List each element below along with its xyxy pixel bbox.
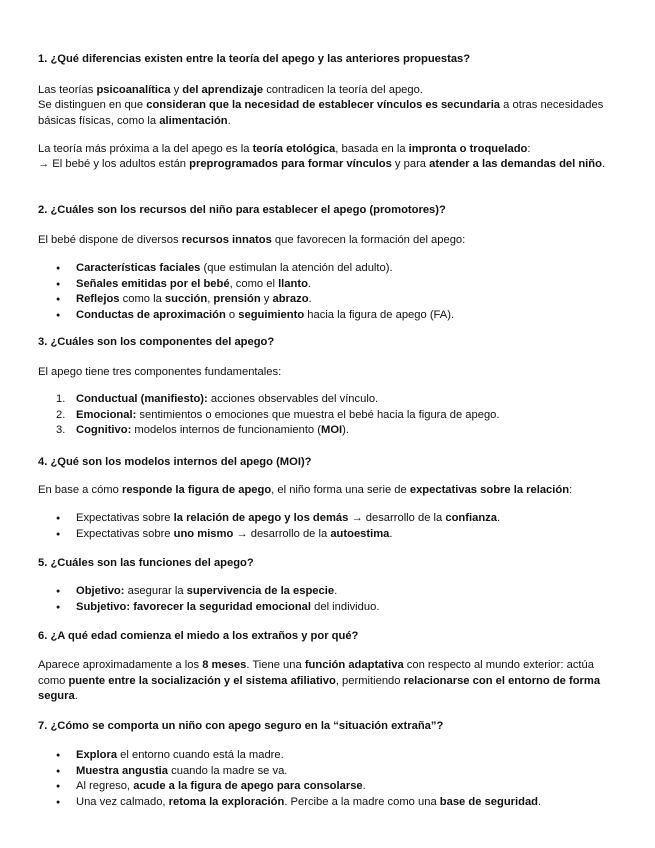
- bold-text: Reflejos: [76, 293, 120, 306]
- bold-text: 8 meses: [202, 659, 247, 671]
- list-item: [38, 748, 621, 764]
- bold-text: Subjetivo:: [76, 600, 131, 613]
- question-2-heading: 2. ¿Cuáles son los recursos del niño para establecer el apego (promotores)?: [38, 204, 446, 216]
- numbered-list-item: [38, 423, 621, 439]
- text: , basada en la: [335, 143, 409, 155]
- q3-intro: [38, 365, 621, 381]
- bold-text: atender a las demandas del niño: [429, 158, 602, 170]
- q6-paragraph: [38, 658, 621, 705]
- numbered-list-item: [38, 392, 621, 408]
- list-item: [38, 600, 621, 616]
- bold-text: Objetivo:: [76, 585, 125, 597]
- bold-text: prensión: [213, 293, 261, 306]
- text: .: [389, 527, 393, 540]
- bold-text: relacionarse con el entorno de forma segura: [38, 674, 601, 703]
- list-item: [38, 511, 621, 527]
- question-1-heading: 1. ¿Qué diferencias existen entre la teoría del apego y las anteriores propuestas?: [38, 53, 471, 65]
- numbered-list-item: [38, 408, 621, 424]
- bold-text: Muestra angustia: [76, 764, 169, 777]
- text: asegurar la: [124, 585, 187, 597]
- text: acciones observables del vínculo.: [207, 393, 379, 405]
- text: .: [334, 585, 338, 597]
- bold-text: uno mismo: [173, 527, 234, 540]
- list-number: 2.: [56, 408, 66, 421]
- q7-list: [38, 748, 621, 810]
- list-item: [38, 261, 621, 277]
- bold-text: Explora: [76, 749, 118, 761]
- bold-text: abrazo: [272, 293, 309, 306]
- text: del individuo.: [311, 600, 380, 613]
- text: con respecto al mundo exterior: actúa como: [38, 659, 594, 687]
- text: :: [569, 484, 573, 496]
- text: el entorno cuando está la madre.: [117, 749, 284, 761]
- text: ,: [207, 293, 214, 306]
- bold-text: succión: [164, 293, 208, 306]
- text: .: [307, 277, 312, 290]
- bold-text: Conductual (manifiesto):: [76, 393, 208, 405]
- bold-text: psicoanalítica: [96, 84, 171, 96]
- text: , permitiendo: [335, 674, 404, 687]
- bold-text: acude a la figura de apego para consolarse: [133, 780, 363, 793]
- text: y para: [391, 158, 430, 170]
- list-number: 1.: [56, 393, 66, 405]
- text: o: [225, 308, 239, 321]
- text: Aparece aproximadamente a los: [38, 659, 203, 671]
- text: La teoría más próxima a la del apego es la: [38, 143, 253, 155]
- text: .: [74, 690, 78, 703]
- list-item: [38, 779, 621, 795]
- bold-text: Emocional:: [76, 408, 137, 421]
- bold-text: la relación de apego y los demás: [173, 512, 349, 524]
- bold-text: recursos innatos: [181, 234, 272, 246]
- text: , como el: [229, 277, 279, 290]
- text: El bebé dispone de diversos: [38, 234, 182, 246]
- list-item: [38, 795, 621, 811]
- text: Se distinguen en que: [38, 99, 147, 111]
- list-item: [38, 292, 621, 308]
- text: Al regreso,: [76, 780, 134, 793]
- bold-text: Conductas de aproximación: [76, 308, 226, 321]
- question-7-heading: 7. ¿Cómo se comporta un niño con apego seguro en la “situación extraña”?: [38, 720, 444, 732]
- text: → desarrollo de la: [348, 512, 446, 524]
- text: En base a cómo: [38, 484, 122, 496]
- list-item: [38, 764, 621, 780]
- list-item: [38, 277, 621, 293]
- text: y: [260, 293, 273, 306]
- bold-text: teoría etológica: [252, 143, 336, 155]
- q1-paragraph-3: [38, 142, 621, 158]
- text: → El bebé y los adultos están: [38, 158, 190, 170]
- bold-text: Señales emitidas por el bebé: [76, 277, 230, 290]
- bold-text: Características faciales: [76, 262, 201, 274]
- text: Expectativas sobre: [76, 512, 174, 524]
- text: contradicen la teoría del apego.: [263, 84, 423, 96]
- q4-list: [38, 511, 621, 542]
- text: sentimientos o emociones que muestra el bebé hacia la figura de apego.: [136, 408, 500, 421]
- text: modelos internos de funcionamiento (: [131, 424, 321, 437]
- bold-text: consideran que la necesidad de establecer vínculos es secundaria: [146, 99, 501, 111]
- text: ).: [342, 424, 349, 437]
- bold-text: alimentación: [159, 114, 228, 127]
- q1-paragraph-4: [38, 157, 621, 173]
- text: , el niño forma una serie de: [271, 484, 410, 496]
- q5-list: [38, 584, 621, 615]
- text: como la: [119, 293, 165, 306]
- bold-text: impronta o troquelado: [408, 143, 528, 155]
- bold-text: supervivencia de la especie: [186, 585, 335, 597]
- bold-text: expectativas sobre la relación: [409, 484, 570, 496]
- text: Una vez calmado,: [76, 795, 169, 808]
- q2-intro: [38, 233, 621, 249]
- text: El apego tiene tres componentes fundamentales:: [38, 366, 282, 378]
- bold-text: retoma la exploración: [168, 795, 285, 808]
- text: hacia la figura de apego (FA).: [304, 308, 455, 321]
- bold-text: responde la figura de apego: [121, 484, 272, 496]
- text: .: [538, 795, 542, 808]
- text: . Tiene una: [246, 659, 305, 671]
- list-item: [38, 584, 621, 600]
- q1-paragraph-2: [38, 98, 621, 129]
- question-6-heading: 6. ¿A qué edad comienza el miedo a los extraños y por qué?: [38, 630, 359, 642]
- text: .: [308, 293, 312, 306]
- bold-text: MOI: [321, 424, 343, 437]
- text: . Percibe a la madre como una: [284, 795, 440, 808]
- list-item: [38, 308, 621, 324]
- bold-text: del aprendizaje: [182, 84, 264, 96]
- bold-text: seguimiento: [238, 308, 305, 321]
- text: .: [362, 780, 366, 793]
- q2-list: [38, 261, 621, 323]
- text: .: [496, 512, 501, 524]
- text: → desarrollo de la: [233, 527, 331, 540]
- bold-text: Cognitivo:: [76, 424, 132, 437]
- text: a otras necesidades básicas físicas, como la: [38, 99, 604, 127]
- bold-text: preprogramados para formar vínculos: [189, 158, 392, 170]
- list-item: [38, 527, 621, 543]
- bold-text: función adaptativa: [304, 659, 404, 671]
- question-4-heading: 4. ¿Qué son los modelos internos del apego (MOI)?: [38, 456, 312, 468]
- text: Las teorías: [38, 84, 97, 96]
- text: :: [527, 143, 531, 155]
- text: .: [227, 114, 231, 127]
- q1-paragraph-1: [38, 83, 621, 99]
- bold-text: autoestima: [330, 527, 390, 540]
- text: .: [601, 158, 606, 170]
- bold-text: llanto: [278, 277, 308, 290]
- q4-intro: [38, 483, 621, 499]
- bold-text: confianza: [445, 512, 497, 524]
- bold-text: favorecer la seguridad emocional: [133, 600, 312, 613]
- q3-list: [38, 392, 621, 439]
- text: cuando la madre se va.: [168, 764, 288, 777]
- text: que favorecen la formación del apego:: [271, 234, 466, 246]
- question-5-heading: 5. ¿Cuáles son las funciones del apego?: [38, 557, 254, 569]
- text: (que estimulan la atención del adulto).: [200, 262, 393, 274]
- list-number: 3.: [56, 424, 66, 437]
- text: Expectativas sobre: [76, 527, 174, 540]
- bold-text: puente entre la socialización y el sistema afiliativo: [68, 674, 336, 687]
- text: y: [170, 84, 183, 96]
- bold-text: base de seguridad: [439, 795, 539, 808]
- question-3-heading: 3. ¿Cuáles son los componentes del apego?: [38, 336, 275, 348]
